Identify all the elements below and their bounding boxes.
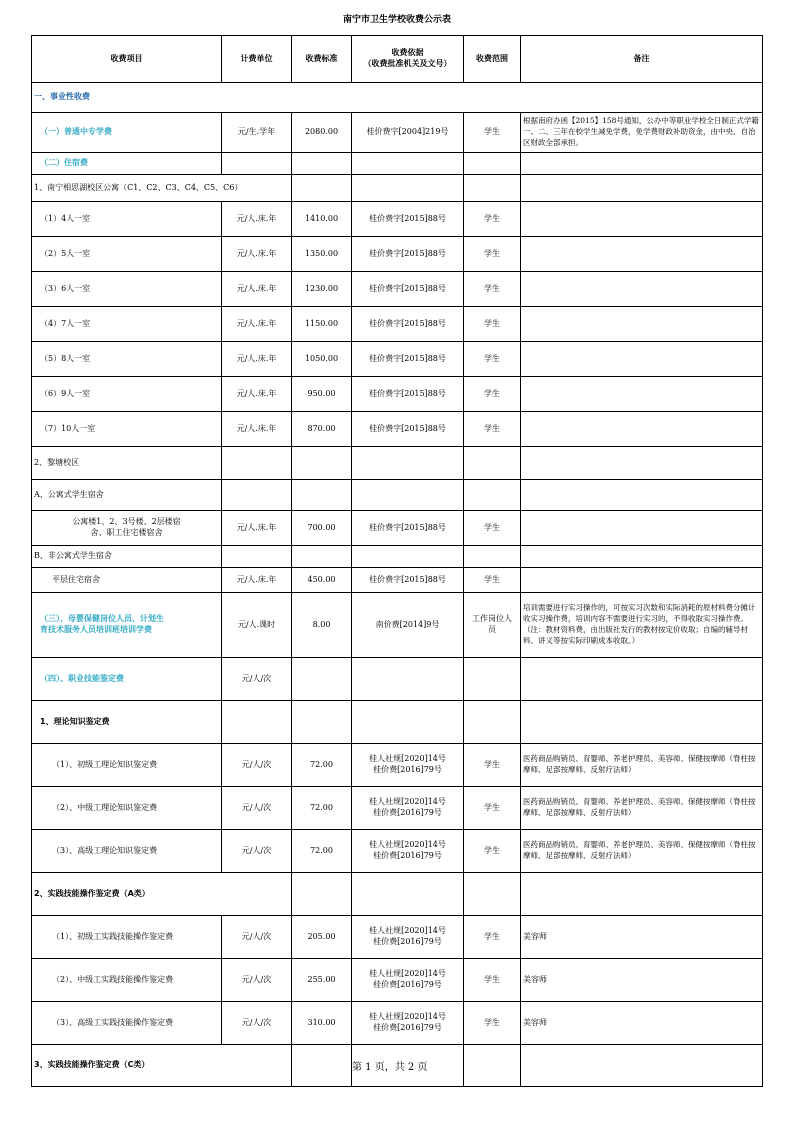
dorm-unit: 元/人.床.年 — [222, 237, 292, 272]
campus1-label: 1、南宁相思湖校区公寓（C1、C2、C3、C4、C5、C6） — [32, 175, 292, 202]
dorm-basis: 桂价费字[2015]88号 — [352, 202, 464, 237]
appraisal-remark: 医药商品购销员、育婴师、养老护理员、美容师、保健按摩师（脊柱按摩师、足部按摩师、反射疗法师） — [521, 830, 763, 873]
dorm-item: （2）5人一室 — [32, 237, 222, 272]
table-row — [32, 412, 763, 447]
table-row — [32, 1002, 763, 1045]
appraisal-remark: 美容师 — [521, 959, 763, 1002]
dorm-basis: 桂价费字[2015]88号 — [352, 307, 464, 342]
section-title: 一、事业性收费 — [32, 83, 763, 113]
dorm-scope: 学生 — [464, 202, 521, 237]
dorm-standard: 1410.00 — [292, 202, 352, 237]
table-row — [32, 377, 763, 412]
dorm-item: （1）4人一室 — [32, 202, 222, 237]
table-row — [32, 342, 763, 377]
dorm-standard: 1050.00 — [292, 342, 352, 377]
dorm-scope: 学生 — [464, 272, 521, 307]
tuition-standard: 2080.00 — [292, 113, 352, 153]
training-row — [32, 593, 763, 658]
table-row — [32, 916, 763, 959]
dorm-basis: 桂价费字[2015]88号 — [352, 511, 464, 546]
appraisal-unit: 元/人/次 — [222, 787, 292, 830]
dorm-standard: 1150.00 — [292, 307, 352, 342]
dorm-scope: 学生 — [464, 307, 521, 342]
practiceA-heading-row — [32, 873, 763, 916]
dorm-basis: 桂价费字[2015]88号 — [352, 377, 464, 412]
appraisal-standard: 255.00 — [292, 959, 352, 1002]
appraisal-unit: 元/人/次 — [222, 1002, 292, 1045]
dorm-unit: 元/人.床.年 — [222, 511, 292, 546]
dorm-standard: 450.00 — [292, 568, 352, 593]
dorm-item: （4）7人一室 — [32, 307, 222, 342]
dorm-unit: 元/人.床.年 — [222, 307, 292, 342]
header-basis: 收费依据 （收费批准机关及文号） — [352, 36, 464, 83]
theory-heading-row — [32, 701, 763, 744]
appraisal-unit: 元/人/次 — [222, 658, 292, 701]
appraisal-basis: 桂人社规[2020]14号 桂价费[2016]79号 — [352, 959, 464, 1002]
training-remark: 培训需要进行实习操作的，可按实习次数和实际消耗的原材料费分摊计收实习操作费，培训内容不需要进行实习的，不得收取实习操作费。（注：教材资料费，由出版社发行的教材按定价收取；自编的辅导材料、讲义等按实际印刷成本收取。） — [521, 593, 763, 658]
table-row — [32, 959, 763, 1002]
appraisal-heading-row — [32, 658, 763, 701]
table-row — [32, 511, 763, 546]
appraisal-item: （2）、中级工实践技能操作鉴定费 — [32, 959, 222, 1002]
header-remark: 备注 — [521, 36, 763, 83]
appraisal-unit: 元/人/次 — [222, 744, 292, 787]
appraisal-basis: 桂人社规[2020]14号 桂价费[2016]79号 — [352, 744, 464, 787]
fee-table — [31, 35, 763, 1087]
subB-row — [32, 546, 763, 568]
training-item: （三）、母婴保健岗位人员、计划生 育技术服务人员培训班培训学费 — [32, 593, 222, 658]
dorm-item: （7）10人一室 — [32, 412, 222, 447]
appraisal-basis: 桂人社规[2020]14号 桂价费[2016]79号 — [352, 787, 464, 830]
header-row — [32, 36, 763, 83]
dorm-standard: 1230.00 — [292, 272, 352, 307]
dorm-item: （3）6人一室 — [32, 272, 222, 307]
dorm-basis: 桂价费字[2015]88号 — [352, 342, 464, 377]
appraisal-remark: 美容师 — [521, 916, 763, 959]
appraisal-item: （1）、初级工实践技能操作鉴定费 — [32, 916, 222, 959]
dorm-unit: 元/人.床.年 — [222, 342, 292, 377]
appraisal-remark: 医药商品购销员、育婴师、养老护理员、美容师、保健按摩师（脊柱按摩师、足部按摩师、反射疗法师） — [521, 787, 763, 830]
appraisal-unit: 元/人/次 — [222, 830, 292, 873]
dorm-basis: 桂价费字[2015]88号 — [352, 412, 464, 447]
theory-heading: 1、理论知识鉴定费 — [32, 701, 222, 744]
appraisal-scope: 学生 — [464, 916, 521, 959]
tuition-item: （一）普通中专学费 — [32, 113, 222, 153]
subB-label: B、非公寓式学生宿舍 — [32, 546, 222, 568]
appraisal-standard: 72.00 — [292, 830, 352, 873]
appraisal-standard: 72.00 — [292, 787, 352, 830]
header-standard: 收费标准 — [292, 36, 352, 83]
dorm-unit: 元/人.床.年 — [222, 272, 292, 307]
dorm-unit: 元/人.床.年 — [222, 202, 292, 237]
page-title: 南宁市卫生学校收费公示表 — [342, 15, 451, 25]
training-basis: 南价费[2014]9号 — [352, 593, 464, 658]
appraisal-scope: 学生 — [464, 1002, 521, 1045]
dorm-unit: 元/人.床.年 — [222, 412, 292, 447]
dorm-scope: 学生 — [464, 568, 521, 593]
subA-row — [32, 480, 763, 511]
dorm-scope: 学生 — [464, 511, 521, 546]
dorm-item: 公寓楼1、2、3号楼、2层楼宿 舍、职工住宅楼宿舍 — [32, 511, 222, 546]
dorm-item: 平层住宅宿舍 — [32, 568, 222, 593]
appraisal-unit: 元/人/次 — [222, 916, 292, 959]
tuition-unit: 元/生.学年 — [222, 113, 292, 153]
dorm-basis: 桂价费字[2015]88号 — [352, 272, 464, 307]
appraisal-item: （2）、中级工理论知识鉴定费 — [32, 787, 222, 830]
practiceA-heading: 2、实践技能操作鉴定费（A类） — [32, 873, 292, 916]
appraisal-item: （3）、高级工实践技能操作鉴定费 — [32, 1002, 222, 1045]
dorm-unit: 元/人.床.年 — [222, 568, 292, 593]
tuition-scope: 学生 — [464, 113, 521, 153]
dorm-standard: 950.00 — [292, 377, 352, 412]
training-unit: 元/人.课时 — [222, 593, 292, 658]
dorm-standard: 870.00 — [292, 412, 352, 447]
dorm-item: （5）8人一室 — [32, 342, 222, 377]
appraisal-standard: 205.00 — [292, 916, 352, 959]
campus2-label: 2、黎塘校区 — [32, 447, 222, 480]
campus1-row — [32, 175, 763, 202]
appraisal-remark: 美容师 — [521, 1002, 763, 1045]
appraisal-basis: 桂人社规[2020]14号 桂价费[2016]79号 — [352, 916, 464, 959]
appraisal-standard: 72.00 — [292, 744, 352, 787]
practiceC-heading: 3、实践技能操作鉴定费（C类） — [32, 1045, 292, 1087]
table-row — [32, 787, 763, 830]
header-item: 收费项目 — [32, 36, 222, 83]
appraisal-item: （1）、初级工理论知识鉴定费 — [32, 744, 222, 787]
appraisal-standard: 310.00 — [292, 1002, 352, 1045]
appraisal-basis: 桂人社规[2020]14号 桂价费[2016]79号 — [352, 830, 464, 873]
table-row — [32, 744, 763, 787]
dorm-unit: 元/人.床.年 — [222, 377, 292, 412]
dorm-basis: 桂价费字[2015]88号 — [352, 237, 464, 272]
header-unit: 计费单位 — [222, 36, 292, 83]
appraisal-scope: 学生 — [464, 959, 521, 1002]
dorm-standard: 700.00 — [292, 511, 352, 546]
appraisal-scope: 学生 — [464, 830, 521, 873]
dorm-standard: 1350.00 — [292, 237, 352, 272]
table-row — [32, 568, 763, 593]
dorm-item: （6）9人一室 — [32, 377, 222, 412]
page-footer: 第 1 页，共 2 页 — [352, 1062, 428, 1073]
appraisal-remark: 医药商品购销员、育婴师、养老护理员、美容师、保健按摩师（脊柱按摩师、足部按摩师、反射疗法师） — [521, 744, 763, 787]
appraisal-scope: 学生 — [464, 787, 521, 830]
appraisal-scope: 学生 — [464, 744, 521, 787]
table-row — [32, 830, 763, 873]
subA-label: A、公寓式学生宿舍 — [32, 480, 222, 511]
dorm-scope: 学生 — [464, 237, 521, 272]
training-scope: 工作岗位人 员 — [464, 593, 521, 658]
campus2-row — [32, 447, 763, 480]
tuition-remark: 根据南府办函【2015】158号通知，公办中等职业学校全日制正式学籍一、二、三年在校学生减免学费，免学费财政补助资金，由中央、自治区财政全部承担。 — [521, 113, 763, 153]
dorm-scope: 学生 — [464, 412, 521, 447]
tuition-row — [32, 113, 763, 153]
table-row — [32, 202, 763, 237]
training-standard: 8.00 — [292, 593, 352, 658]
dorm-heading-row — [32, 153, 763, 175]
section-row — [32, 83, 763, 113]
dorm-basis: 桂价费字[2015]88号 — [352, 568, 464, 593]
dorm-scope: 学生 — [464, 377, 521, 412]
appraisal-item: （3）、高级工理论知识鉴定费 — [32, 830, 222, 873]
table-row — [32, 307, 763, 342]
appraisal-basis: 桂人社规[2020]14号 桂价费[2016]79号 — [352, 1002, 464, 1045]
appraisal-unit: 元/人/次 — [222, 959, 292, 1002]
header-scope: 收费范围 — [464, 36, 521, 83]
dorm-heading: （二）住宿费 — [32, 153, 222, 175]
appraisal-heading: （四）、职业技能鉴定费 — [32, 658, 222, 701]
table-row — [32, 272, 763, 307]
dorm-scope: 学生 — [464, 342, 521, 377]
table-row — [32, 237, 763, 272]
tuition-basis: 桂价费字[2004]219号 — [352, 113, 464, 153]
